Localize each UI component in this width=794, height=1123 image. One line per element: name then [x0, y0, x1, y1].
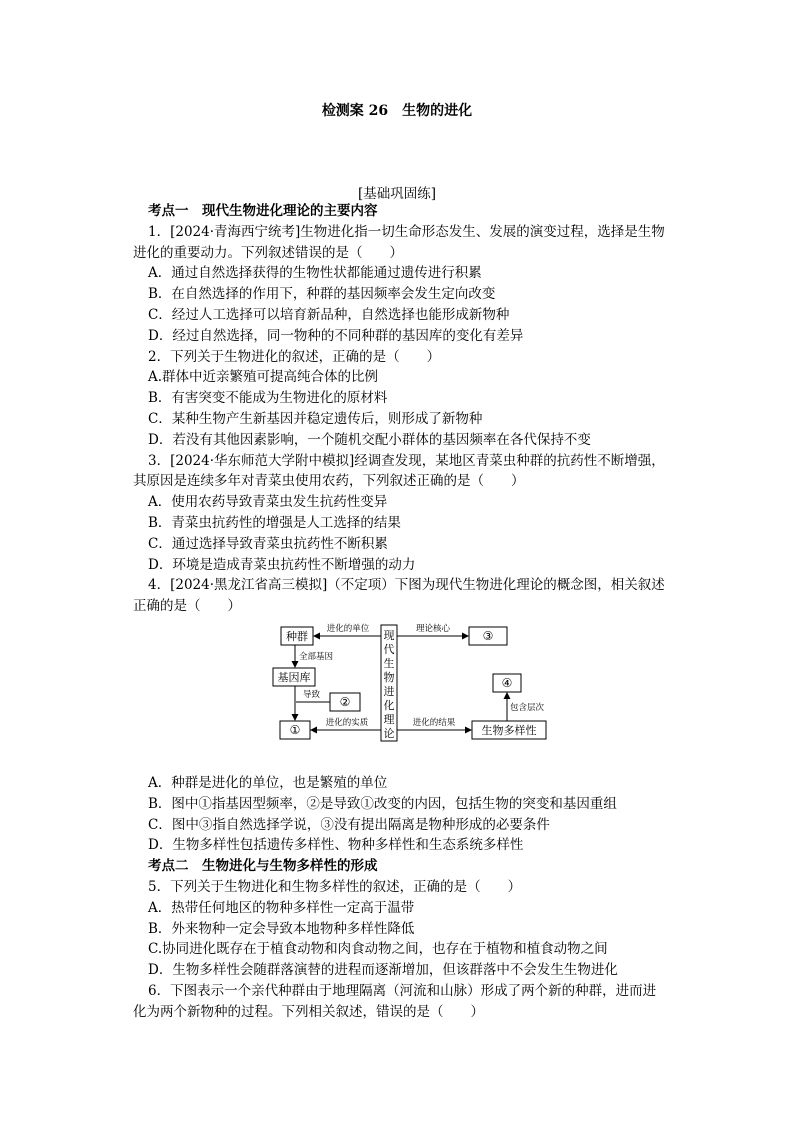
knowledge-point-2: 考点二 生物进化与生物多样性的形成: [148, 858, 378, 875]
q2-option-b: B．有害突变不能成为生物进化的原材料: [148, 390, 388, 407]
q4-option-c: C．图中③指自然选择学说，③没有提出隔离是物种形成的必要条件: [148, 816, 550, 833]
theory-char: 理: [383, 712, 395, 726]
theory-text: [384, 629, 395, 740]
q6-stem-line1: 6．下图表示一个亲代种群由于地理隔离（河流和山脉）形成了两个新的种群，进而进: [148, 982, 657, 999]
label-core: 理论核心: [415, 623, 451, 634]
q6-stem-line2: 化为两个新物种的过程。下列相关叙述，错误的是（ ）: [133, 1003, 484, 1020]
q2-option-c: C．某种生物产生新基因并稳定遗传后，则形成了新物种: [148, 410, 483, 427]
knowledge-point-1: 考点一 现代生物进化理论的主要内容: [148, 203, 378, 219]
q4-stem-line1: 4．[2024·黑龙江省高三模拟]（不定项）下图为现代生物进化理论的概念图，相关叙述: [148, 577, 665, 594]
theory-char: 生: [383, 656, 395, 670]
circle3-label: ③: [482, 628, 494, 643]
q5-option-b: B．外来物种一定会导致本地物种多样性降低: [148, 920, 415, 937]
q1-option-b: B．在自然选择的作用下，种群的基因频率会发生定向改变: [148, 286, 496, 303]
q3-stem-line2: 其原因是连续多年对青菜虫使用农药，下列叙述正确的是（ ）: [133, 473, 525, 490]
label-essence: 进化的实质: [325, 717, 369, 728]
q4-option-b: B．图中①指基因型频率，②是导致①改变的内因，包括生物的突变和基因重组: [148, 795, 617, 812]
concept-diagram: [148, 617, 680, 773]
q1-option-c: C．经过人工选择可以培育新品种，自然选择也能形成新物种: [148, 306, 510, 323]
q2-option-d: D．若没有其他因素影响，一个随机交配小群体的基因频率在各代保持不变: [148, 431, 591, 448]
label-levels: 包含层次: [510, 702, 545, 713]
q3-option-d: D．环境是造成青菜虫抗药性不断增强的动力: [148, 556, 416, 573]
theory-char: 进: [383, 684, 395, 698]
theory-char: 化: [383, 698, 395, 712]
q1-option-a: A．通过自然选择获得的生物性状都能通过遗传进行积累: [148, 265, 482, 282]
q5-option-d: D．生物多样性会随群落演替的进程而逐渐增加，但该群落中不会发生生物进化: [148, 962, 618, 979]
q1-stem-line1: 1．[2024·青海西宁统考]生物进化指一切生命形态发生、发展的演变过程，选择是生物: [148, 223, 665, 240]
section-heading: [基础巩固练]: [357, 186, 437, 202]
q1-stem-line2: 进化的重要动力。下列叙述错误的是（ ）: [133, 244, 403, 261]
q4-stem-line2: 正确的是（ ）: [133, 598, 241, 615]
biodiversity-label: 生物多样性: [481, 723, 537, 737]
q5-option-a: A．热带任何地区的物种多样性一定高于温带: [148, 899, 415, 916]
label-cause: 导致: [303, 689, 321, 700]
theory-char: 论: [383, 726, 395, 740]
label-result: 进化的结果: [412, 717, 456, 728]
theory-char: 物: [383, 670, 395, 684]
q5-option-c: C.协同进化既存在于植食动物和肉食动物之间，也存在于植物和植食动物之间: [148, 941, 608, 958]
concept-diagram-area: [148, 617, 680, 773]
circle2-label: ②: [339, 694, 351, 709]
q1-option-d: D．经过自然选择，同一物种的不同种群的基因库的变化有差异: [148, 327, 524, 344]
gene-pool-label: 基因库: [277, 670, 311, 684]
circle4-label: ④: [501, 675, 513, 690]
theory-char: 现: [383, 628, 395, 642]
label-unit: 进化的单位: [326, 623, 370, 634]
theory-char: 代: [383, 642, 395, 656]
q2-option-a: A.群体中近亲繁殖可提高纯合体的比例: [148, 369, 379, 386]
population-label: 种群: [286, 629, 308, 643]
q3-stem-line1: 3．[2024·华东师范大学附中模拟]经调查发现，某地区青菜虫种群的抗药性不断增强，: [148, 452, 665, 469]
label-all-genes: 全部基因: [299, 651, 334, 662]
q4-option-d: D．生物多样性包括遗传多样性、物种多样性和生态系统多样性: [148, 837, 524, 854]
q5-stem: 5．下列关于生物进化和生物多样性的叙述，正确的是（ ）: [148, 878, 522, 895]
q4-option-a: A．种群是进化的单位，也是繁殖的单位: [148, 774, 388, 791]
circle1-label: ①: [289, 722, 301, 737]
q3-option-b: B．青菜虫抗药性的增强是人工选择的结果: [148, 514, 401, 531]
q3-option-a: A．使用农药导致青菜虫发生抗药性变异: [148, 494, 388, 511]
q3-option-c: C．通过选择导致青菜虫抗药性不断积累: [148, 535, 388, 552]
question-body: [133, 201, 680, 1023]
page-title: 检测案 26 生物的进化: [321, 103, 473, 119]
q2-stem: 2．下列关于生物进化的叙述，正确的是（ ）: [148, 348, 441, 365]
